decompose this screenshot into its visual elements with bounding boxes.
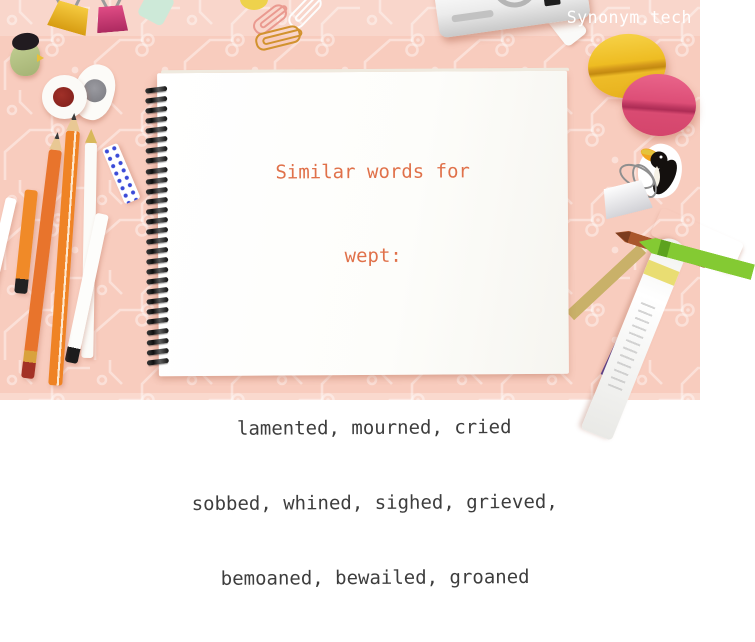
spiral-ring <box>146 176 168 184</box>
camera-detail <box>451 10 494 23</box>
spiral-ring <box>146 217 168 225</box>
synonym-line: lamented, mourned, cried <box>236 416 512 440</box>
spiral-ring <box>145 166 167 174</box>
binder-clip-body <box>95 5 128 34</box>
spiral-ring <box>146 307 168 315</box>
spiral-ring <box>146 197 168 205</box>
bird-beak <box>37 54 44 62</box>
stone-eraser-red-decoration <box>42 75 87 119</box>
spiral-ring <box>146 277 168 285</box>
spiral-binding <box>145 87 170 364</box>
card-title <box>185 101 560 327</box>
spiral-ring <box>145 156 167 164</box>
spiral-ring <box>147 358 169 366</box>
spiral-ring <box>145 86 167 94</box>
camera-lens <box>489 0 541 10</box>
spiral-ring <box>145 146 167 154</box>
spiral-ring <box>146 317 168 325</box>
camera-button <box>543 0 561 6</box>
silver-binder-clip-decoration <box>602 184 650 214</box>
camera-decoration <box>436 0 588 28</box>
spiral-ring <box>145 126 167 134</box>
card-title-line1: Similar words for <box>275 160 470 184</box>
pink-binder-clip-decoration <box>96 6 127 32</box>
spiral-ring <box>146 287 168 295</box>
spiral-ring <box>146 297 168 305</box>
spiral-ring <box>146 247 168 255</box>
spiral-ring <box>146 186 168 194</box>
spiral-ring <box>146 207 168 215</box>
card-headword: wept: <box>344 244 402 268</box>
spiral-ring <box>146 227 168 235</box>
bird-figurine-decoration <box>10 42 40 76</box>
yellow-binder-clip-decoration <box>50 4 90 31</box>
site-watermark: Synonym.tech <box>566 8 692 27</box>
notebook-card <box>157 71 569 590</box>
notebook-content <box>185 71 562 642</box>
synonym-line: bemoaned, bewailed, groaned <box>220 565 530 590</box>
synonym-line: sobbed, whined, sighed, grieved, <box>191 490 558 516</box>
spiral-ring <box>146 337 168 345</box>
spiral-ring <box>145 136 167 144</box>
spiral-ring <box>147 347 169 355</box>
binder-clip-body <box>47 0 93 36</box>
spiral-ring <box>146 237 168 245</box>
spiral-ring <box>145 106 167 114</box>
synonym-list <box>187 365 563 642</box>
spiral-ring <box>146 267 168 275</box>
spiral-ring <box>145 116 167 124</box>
spiral-ring <box>146 257 168 265</box>
spiral-ring <box>145 96 167 104</box>
spiral-ring <box>146 327 168 335</box>
